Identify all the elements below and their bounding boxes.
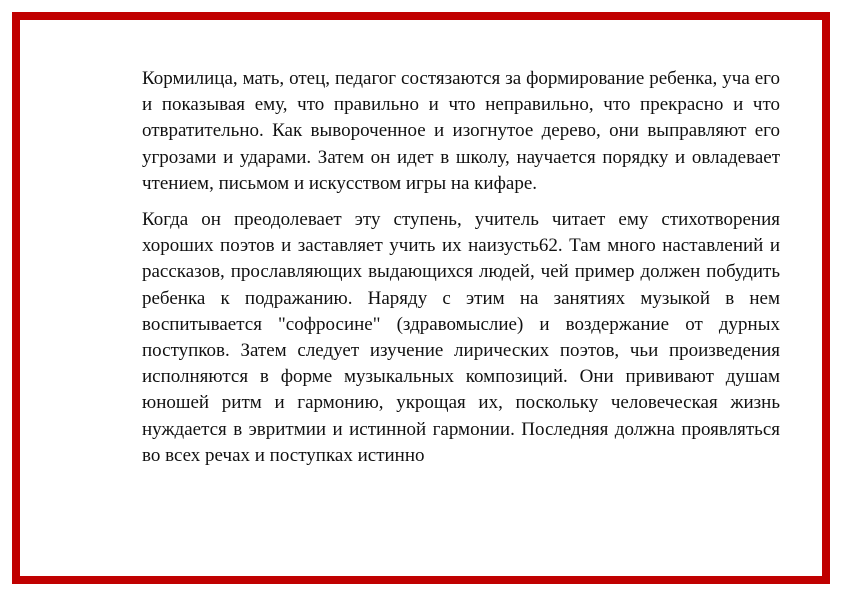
slide-frame (12, 12, 830, 584)
text-body (142, 66, 780, 479)
paragraph-1: Кормилица, мать, отец, педагог состязаются за формирование ребенка, уча его и показывая ему, что правильно и что неправильно, что прекрасно и что отвратительно. Как вывороченное и изогнутое дерево, они выправляют его угрозами и ударами. Затем он идет в школу, научается порядку и овладевает чтением, письмом и искусством игры на кифаре. (142, 68, 780, 194)
paragraph-2: Когда он преодолевает эту ступень, учитель читает ему стихотворения хороших поэтов и заставляет учить их наизусть62. Там много наставлений и рассказов, прославляющих выдающихся людей, чей пример должен побудить ребенка к подражанию. Наряду с этим на занятиях музыкой в нем воспитывается "софросине" (здравомыслие) и воздержание от дурных поступков. Затем следует изучение лирических поэтов, чьи произведения исполняются в форме музыкальных композиций. Они прививают душам юношей ритм и гармонию, укрощая их, поскольку человеческая жизнь нуждается в эвритмии и истинной гармонии. Последняя должна проявляться во всех речах и поступках истинно (142, 209, 780, 466)
